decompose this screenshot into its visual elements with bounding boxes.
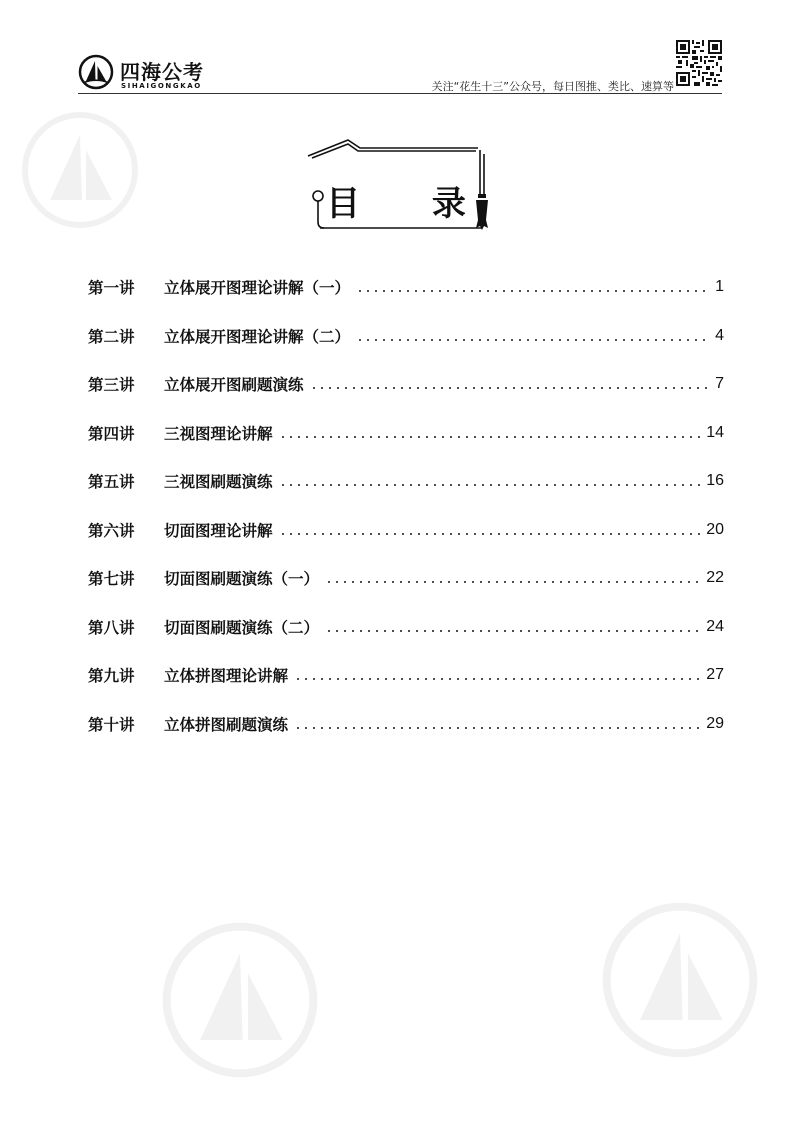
page-header <box>0 0 800 100</box>
toc-entry-title: 切面图刷题演练（一） <box>164 570 320 588</box>
toc-entry[interactable] <box>88 418 724 448</box>
toc-entry[interactable] <box>88 709 724 739</box>
toc-entry-title: 立体展开图刷题演练 <box>164 376 304 394</box>
brand-name: 四海公考 <box>120 60 204 84</box>
toc-entry[interactable] <box>88 369 724 399</box>
toc-entry-number: 第九讲 <box>88 667 135 685</box>
toc-entry-title: 三视图刷题演练 <box>164 473 273 491</box>
toc-dot-leader <box>356 339 709 341</box>
toc-entry[interactable] <box>88 272 724 302</box>
toc-entry-number: 第三讲 <box>88 376 135 394</box>
toc-entry[interactable] <box>88 466 724 496</box>
toc-entry-page: 7 <box>715 375 724 392</box>
toc-dot-leader <box>325 630 700 632</box>
toc-entry[interactable] <box>88 660 724 690</box>
header-divider <box>78 93 722 94</box>
toc-entry-page: 22 <box>706 569 724 586</box>
toc-dot-leader <box>325 581 700 583</box>
toc-dot-leader <box>356 290 709 292</box>
toc-entry-number: 第一讲 <box>88 279 135 297</box>
brand-name-latin: SIHAIGONGKAO <box>121 82 202 90</box>
toc-entry-number: 第四讲 <box>88 424 135 443</box>
sihai-logo-icon <box>78 54 114 90</box>
toc-title-frame <box>300 136 500 236</box>
header-note: 关注“花生十三”公众号，每日图推、类比、速算等 <box>431 80 674 93</box>
toc-entry-page: 16 <box>706 472 724 489</box>
qr-code-icon <box>676 40 722 86</box>
toc-entry-number: 第二讲 <box>88 327 135 346</box>
toc-entry-number: 第七讲 <box>88 570 135 588</box>
toc-entry-title: 立体拼图刷题演练 <box>164 715 289 734</box>
toc-entry-title: 立体展开图理论讲解（一） <box>164 279 351 297</box>
toc-dot-leader <box>294 678 700 680</box>
page-title: 目 录 <box>326 184 496 224</box>
toc-entry-title: 切面图刷题演练（二） <box>164 618 320 637</box>
toc-dot-leader <box>279 436 701 438</box>
toc-entry-page: 24 <box>706 617 724 635</box>
watermark-logo-icon <box>20 110 140 230</box>
toc-entry-page: 1 <box>715 278 724 295</box>
watermark-logo-icon <box>600 900 760 1060</box>
toc-dot-leader <box>279 533 701 535</box>
toc-entry[interactable] <box>88 321 724 351</box>
toc-entry-page: 29 <box>706 714 724 732</box>
toc-entry-page: 4 <box>715 326 724 344</box>
toc-entry-page: 27 <box>706 666 724 683</box>
toc-entry-number: 第十讲 <box>88 715 135 734</box>
toc-dot-leader <box>294 727 700 729</box>
toc-entry-title: 三视图理论讲解 <box>164 424 273 443</box>
toc-dot-leader <box>279 484 701 486</box>
toc-entry-title: 立体展开图理论讲解（二） <box>164 327 351 346</box>
toc-entry-page: 20 <box>706 520 724 538</box>
toc-entry-number: 第五讲 <box>88 473 135 491</box>
toc-entry-title: 立体拼图理论讲解 <box>164 667 289 685</box>
toc-entry-title: 切面图理论讲解 <box>164 521 273 540</box>
toc-entry[interactable] <box>88 612 724 642</box>
toc-entry[interactable] <box>88 515 724 545</box>
toc-entry[interactable] <box>88 563 724 593</box>
toc-entry-number: 第八讲 <box>88 618 135 637</box>
watermark-logo-icon <box>160 920 320 1080</box>
toc-dot-leader <box>310 387 710 389</box>
toc-entry-page: 14 <box>706 423 724 441</box>
toc-entry-number: 第六讲 <box>88 521 135 540</box>
